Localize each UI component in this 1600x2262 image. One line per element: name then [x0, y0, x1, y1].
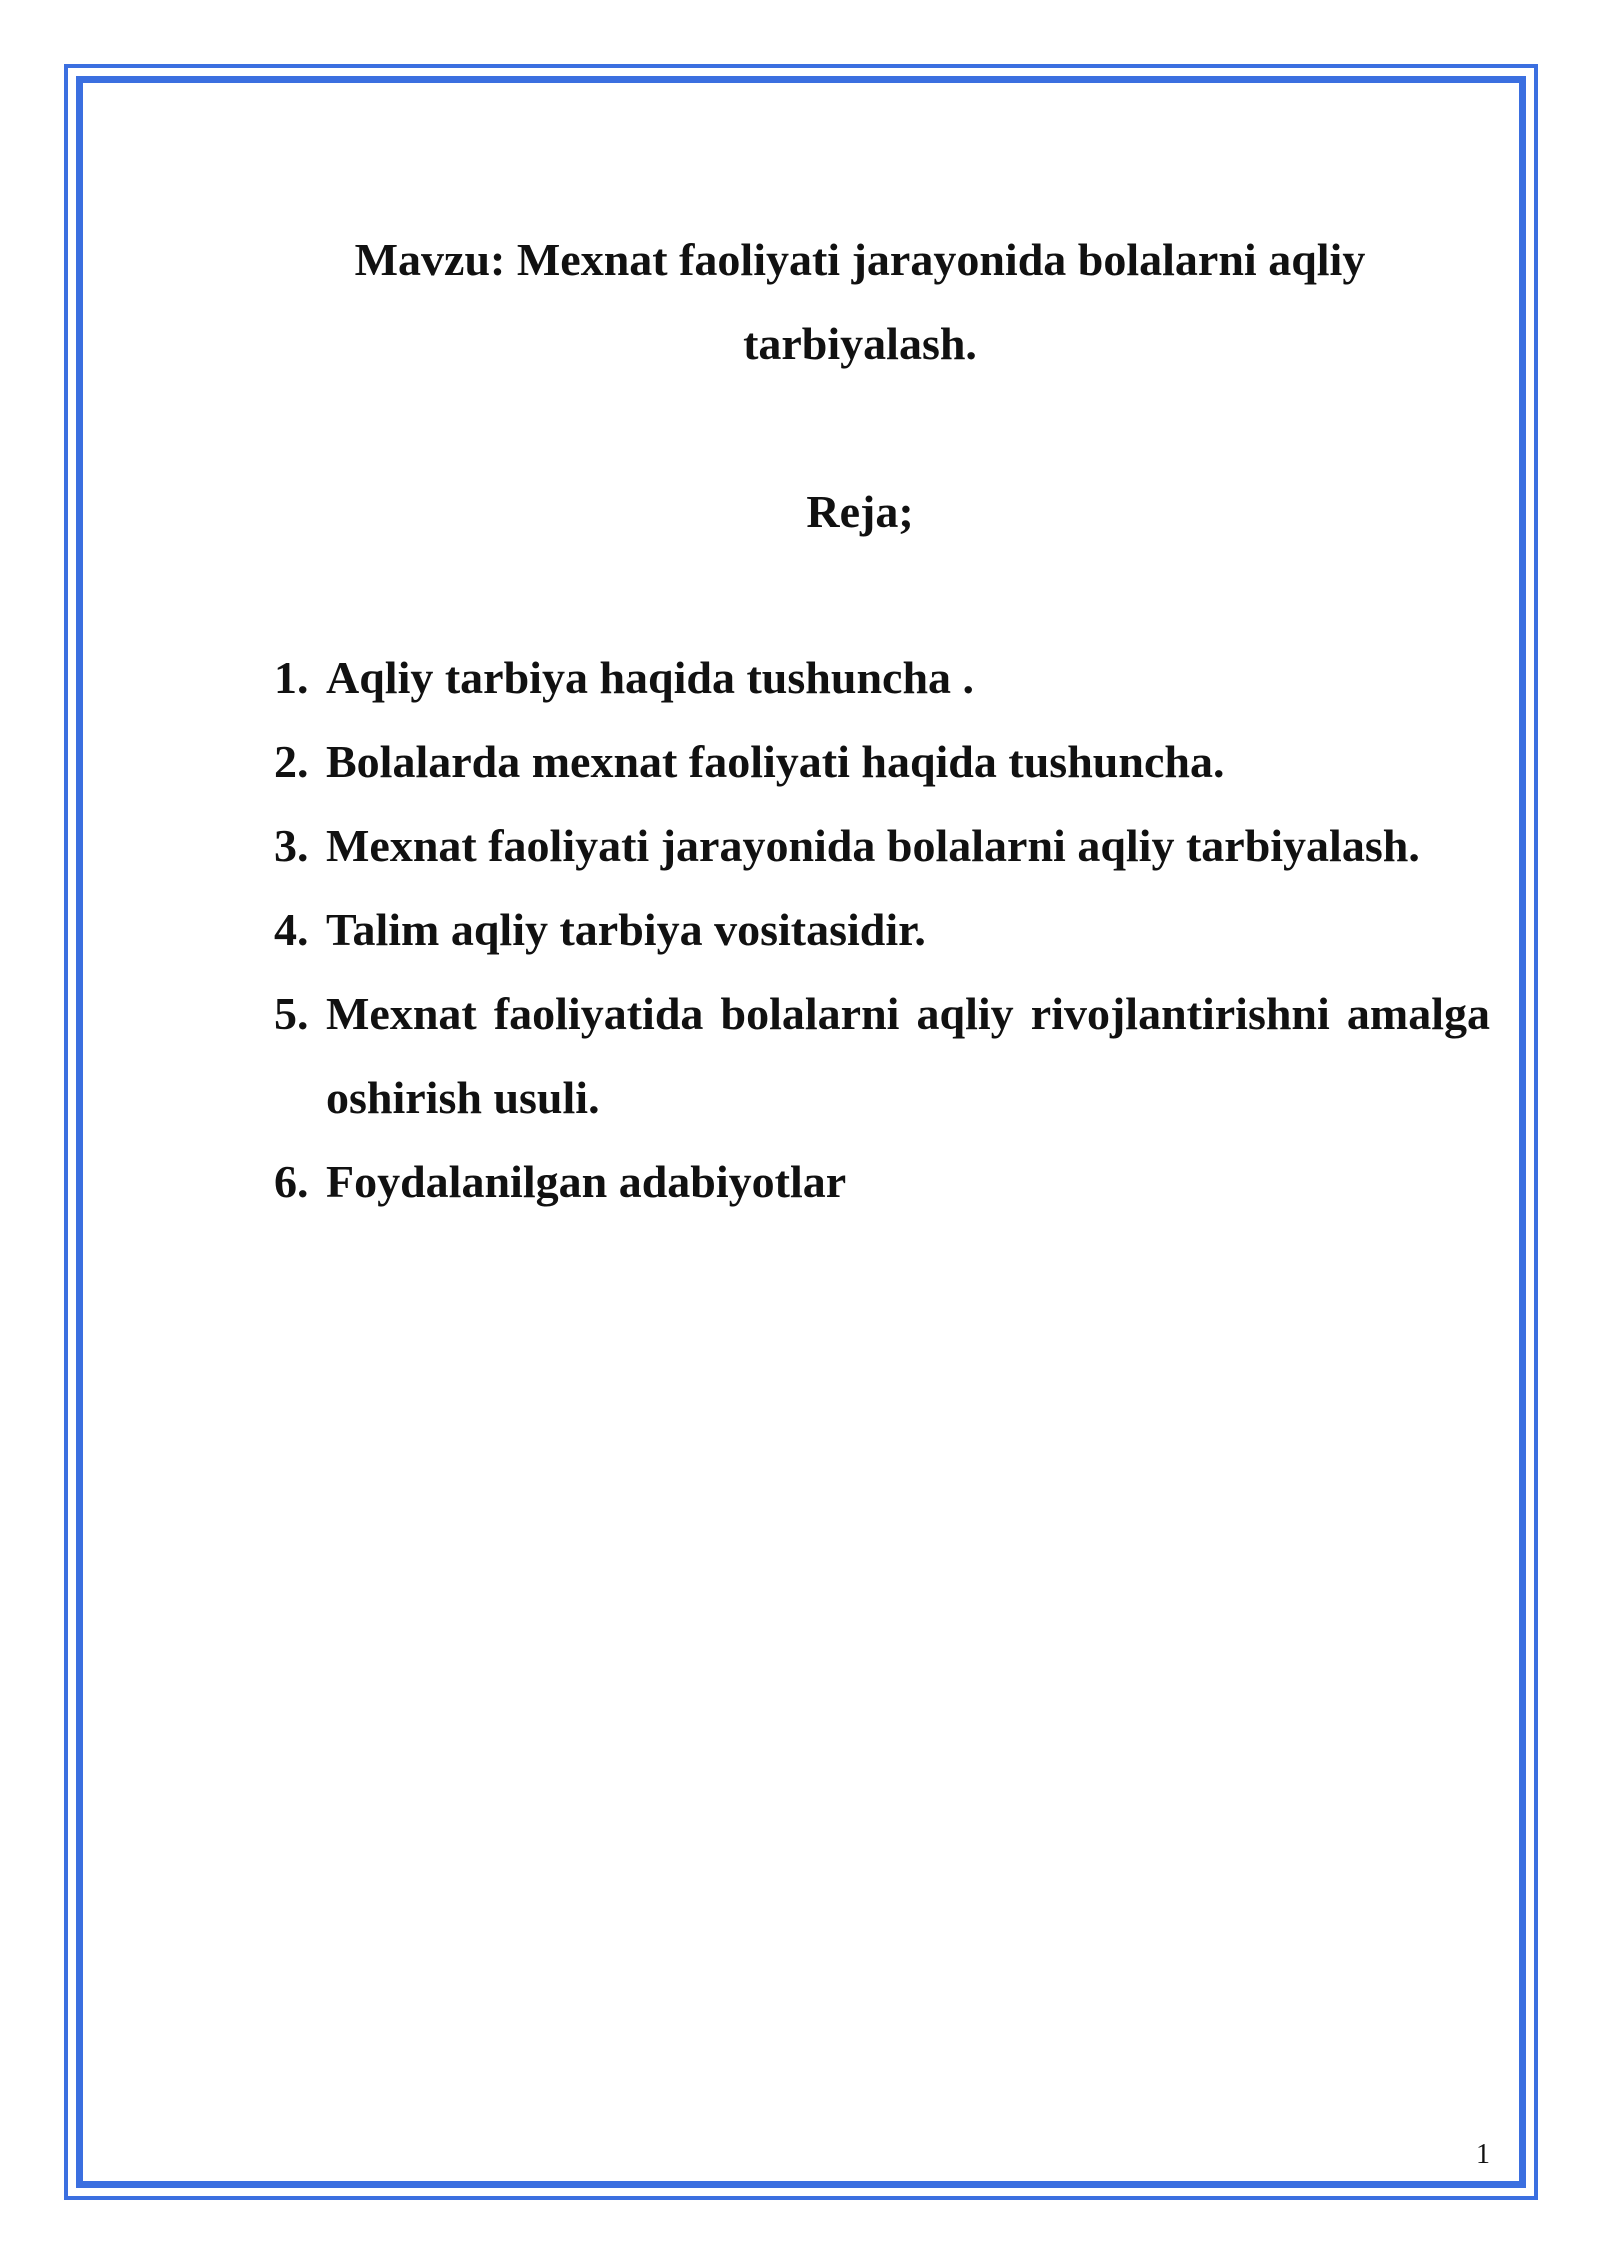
plan-item: [274, 636, 1490, 720]
plan-item: [274, 888, 1490, 972]
plan-item-text: Mexnat faoliyatida bolalarni aqliy rivojlantirishni amalga oshirish usuli.: [326, 988, 1490, 1123]
plan-item: [274, 720, 1490, 804]
plan-item-text: Aqliy tarbiya haqida tushuncha .: [326, 652, 975, 703]
plan-list: [274, 636, 1490, 1224]
plan-item-number: 2.: [274, 736, 309, 787]
plan-item-number: 3.: [274, 820, 309, 871]
plan-item: [274, 804, 1490, 888]
plan-item-number: 6.: [274, 1156, 309, 1207]
plan-heading: Reja;: [806, 486, 914, 537]
plan-item-text: Mexnat faoliyati jarayonida bolalarni aqliy tarbiyalash.: [326, 820, 1420, 871]
plan-item-number: 4.: [274, 904, 309, 955]
plan-item-number: 5.: [274, 988, 309, 1039]
plan-item: [274, 972, 1490, 1140]
plan-item-text: Bolalarda mexnat faoliyati haqida tushuncha.: [326, 736, 1225, 787]
document-title: Mavzu: Mexnat faoliyati jarayonida bolalarni aqliy tarbiyalash.: [354, 234, 1366, 369]
plan-item: [274, 1140, 1490, 1224]
plan-item-text: Foydalanilgan adabiyotlar: [326, 1156, 847, 1207]
plan-item-text: Talim aqliy tarbiya vositasidir.: [326, 904, 926, 955]
page-number: 1: [1476, 2139, 1490, 2170]
plan-item-number: 1.: [274, 652, 309, 703]
